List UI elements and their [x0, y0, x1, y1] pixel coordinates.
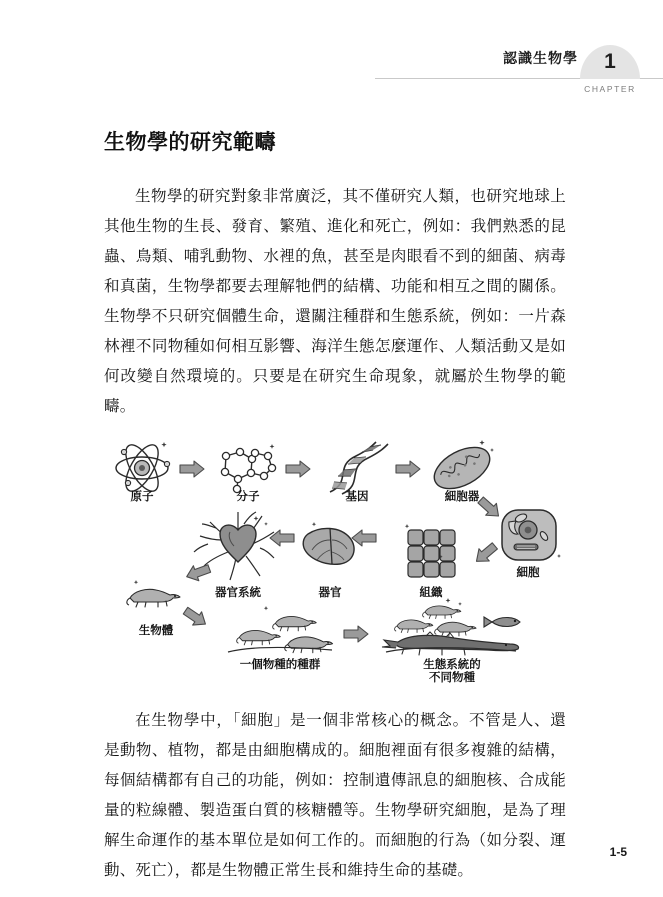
figure-label-atom: 原子 — [130, 491, 154, 503]
running-header-title: 認識生物學 — [503, 52, 578, 67]
figure-arrow-atom-molecule — [180, 461, 204, 477]
biology-hierarchy-figure — [104, 436, 566, 684]
figure-label-cell: 細胞 — [516, 567, 540, 579]
figure-arrow-population-ecosystem — [344, 626, 368, 642]
paragraph-cell: 在生物學中，「細胞」是一個非常核心的概念。不管是人、還是動物、植物，都是由細胞構成的。細胞裡面有很多複雜的結構，每個結構都有自己的功能，例如：控制遺傳訊息的細胞核、合成能量的粒線體、製造蛋白質的核糖體等。生物學研究細胞，是為了理解生命運作的基本單位是如何工作的。而細胞的行為（如分裂、運動、死亡），都是生物體正常生長和維持生命的基礎。 — [104, 712, 566, 879]
figure-label-ecosystem-line2: 不同物種 — [429, 672, 475, 684]
figure-label-ecosystem-line1: 生態系統的 — [423, 659, 481, 671]
figure-label-population: 一個物種的種群 — [239, 659, 321, 671]
chapter-number: 1 — [604, 50, 616, 73]
page-title: 生物學的研究範疇 — [104, 131, 276, 154]
figure-icon-crocodile — [382, 632, 519, 655]
figure-label-tissue: 組織 — [419, 587, 443, 599]
figure-arrow-cell-tissue — [471, 540, 500, 568]
figure-icon-ecosystem — [382, 598, 520, 655]
figure-icon-population — [228, 606, 333, 653]
figure-icon-organ — [303, 522, 354, 564]
chapter-caption: CHAPTER — [584, 84, 636, 94]
figure-label-organelle: 細胞器 — [444, 491, 480, 503]
figure-icon-molecule — [221, 444, 275, 493]
figure-label-organ-system: 器官系統 — [215, 587, 261, 599]
page-header — [0, 0, 663, 110]
figure-icon-fish — [484, 617, 520, 627]
figure-icon-organelle — [428, 439, 497, 497]
figure-icon-cell — [502, 510, 561, 560]
figure-icon-gene — [330, 442, 388, 494]
figure-label-organ: 器官 — [318, 587, 342, 599]
figure-arrow-gene-organelle — [396, 461, 420, 477]
figure-arrow-tissue-organ — [352, 530, 376, 546]
figure-label-organism: 生物體 — [138, 625, 174, 637]
figure-label-gene: 基因 — [345, 491, 369, 503]
figure-icon-organism — [127, 580, 180, 607]
figure-arrow-organsystem-organism — [184, 561, 212, 584]
figure-icon-tissue — [405, 524, 455, 577]
figure-arrow-molecule-gene — [286, 461, 310, 477]
page-content — [104, 126, 566, 886]
figure-arrow-organism-population — [181, 604, 210, 631]
figure-arrow-organelle-cell — [475, 494, 504, 522]
figure-label-molecule: 分子 — [236, 491, 260, 503]
paragraph-intro: 生物學的研究對象非常廣泛，其不僅研究人類，也研究地球上其他生物的生長、發育、繁殖、進化和死亡，例如：我們熟悉的昆蟲、鳥類、哺乳動物、水裡的魚，甚至是肉眼看不到的細菌、病毒和真菌，生物學都要去理解牠們的結構、功能和相互之間的關係。生物學不只研究個體生命，還關注種群和生態系統，例如：一片森林裡不同物種如何相互影響、海洋生態怎麼運作、人類活動又是如何改變自然環境的。只要是在研究生命現象，就屬於生物學的範疇。 — [104, 188, 566, 415]
page-number: 1-5 — [609, 845, 627, 859]
figure-icon-atom — [116, 440, 170, 496]
